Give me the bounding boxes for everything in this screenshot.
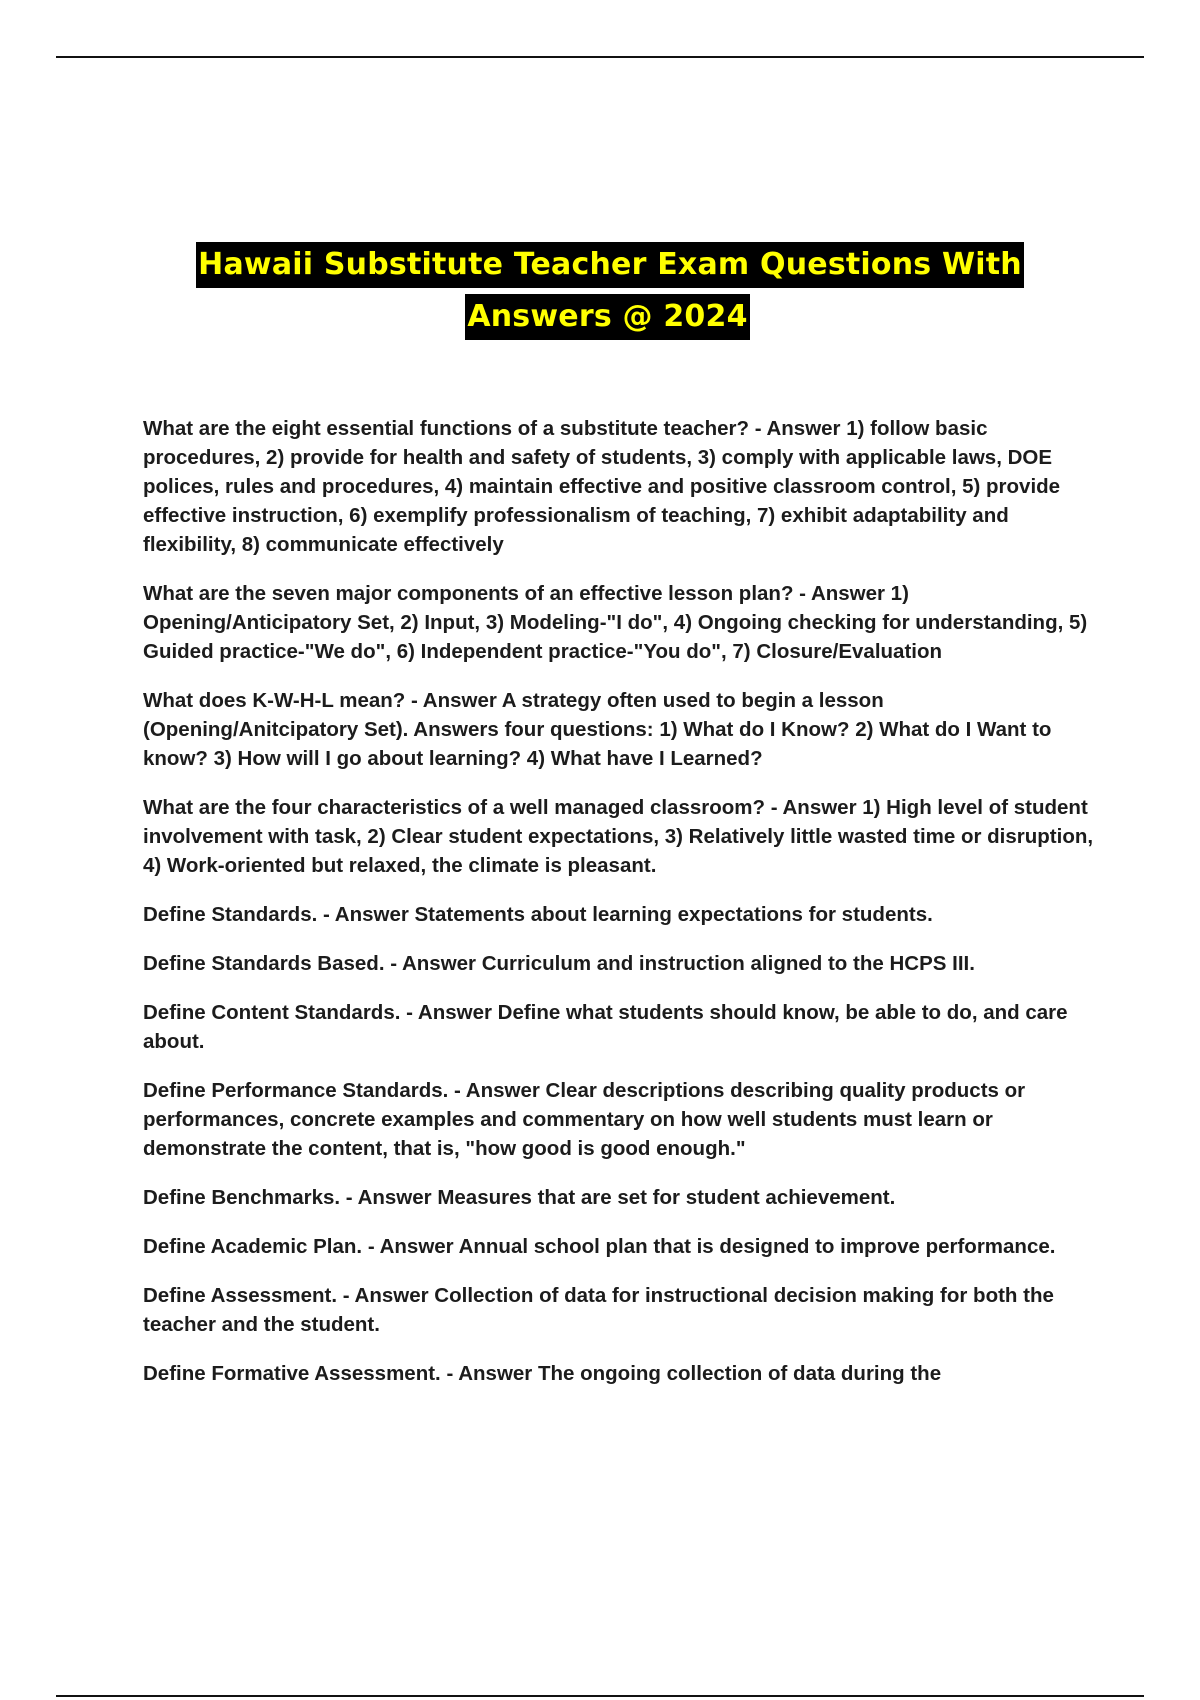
top-rule xyxy=(56,56,1144,58)
title-line-2: Answers @ 2024 xyxy=(465,294,749,340)
answer-text: Answer A strategy often used to begin a lesson (Opening/Anitcipatory Set). Answers four questions: 1) What do I Know? 2) What do I Want to know? 3) How will I go about learning? 4) What have I Learned? xyxy=(143,689,1052,770)
answer-text: Answer Curriculum and instruction aligned to the HCPS III. xyxy=(401,952,975,975)
answer-text: Answer Define what students should know, be able to do, and care about. xyxy=(143,1001,1068,1053)
qa-item xyxy=(143,949,1103,978)
question-text: Define Performance Standards. - xyxy=(143,1079,466,1102)
qa-item xyxy=(143,579,1103,666)
qa-item xyxy=(143,998,1103,1056)
answer-text: Answer 1) follow basic procedures, 2) provide for health and safety of students, 3) comply with applicable laws, DOE polices, rules and procedures, 4) maintain effective and positive classroom control, 5) provide effective instruction, 6) exemplify professionalism of teaching, 7) exhibit adaptability and flexibility, 8) communicate effectively xyxy=(143,417,1061,556)
qa-item xyxy=(143,900,1103,929)
answer-text: Answer Statements about learning expectations for students. xyxy=(334,903,933,926)
question-text: Define Standards. - xyxy=(143,903,335,926)
question-text: What are the eight essential functions of a substitute teacher? - xyxy=(143,417,766,440)
question-text: Define Assessment. - xyxy=(143,1284,355,1307)
answer-text: Answer 1) Opening/Anticipatory Set, 2) Input, 3) Modeling-"I do", 4) Ongoing checking for understanding, 5) Guided practice-"We do", 6) Independent practice-"You do", 7) Closure/Evaluation xyxy=(143,582,1088,663)
qa-item xyxy=(143,1281,1103,1339)
question-text: What are the four characteristics of a well managed classroom? - xyxy=(143,796,783,819)
answer-text: Answer Measures that are set for student achievement. xyxy=(357,1186,896,1209)
qa-list xyxy=(143,414,1103,1408)
qa-item xyxy=(143,793,1103,880)
answer-text: Answer Clear descriptions describing quality products or performances, concrete examples and commentary on how well students must learn or demonstrate the content, that is, "how good is good enough." xyxy=(143,1079,1026,1160)
qa-item xyxy=(143,1183,1103,1212)
answer-text: Answer The ongoing collection of data during the xyxy=(458,1362,942,1385)
document-title xyxy=(0,242,1200,340)
question-text: Define Formative Assessment. - xyxy=(143,1362,458,1385)
question-text: What does K-W-H-L mean? - xyxy=(143,689,423,712)
question-text: What are the seven major components of an effective lesson plan? - xyxy=(143,582,811,605)
answer-text: Answer Collection of data for instructional decision making for both the teacher and the student. xyxy=(143,1284,1054,1336)
qa-item xyxy=(143,1076,1103,1163)
qa-item xyxy=(143,414,1103,559)
question-text: Define Content Standards. - xyxy=(143,1001,418,1024)
question-text: Define Benchmarks. - xyxy=(143,1186,358,1209)
question-text: Define Standards Based. - xyxy=(143,952,402,975)
question-text: Define Academic Plan. - xyxy=(143,1235,380,1258)
qa-item xyxy=(143,1359,1103,1388)
title-line-1: Hawaii Substitute Teacher Exam Questions With xyxy=(196,242,1024,288)
answer-text: Answer 1) High level of student involvement with task, 2) Clear student expectations, 3) Relatively little wasted time or disruption, 4) Work-oriented but relaxed, the climate is pleasant. xyxy=(143,796,1094,877)
answer-text: Answer Annual school plan that is designed to improve performance. xyxy=(379,1235,1056,1258)
qa-item xyxy=(143,1232,1103,1261)
bottom-rule xyxy=(56,1695,1144,1697)
qa-item xyxy=(143,686,1103,773)
